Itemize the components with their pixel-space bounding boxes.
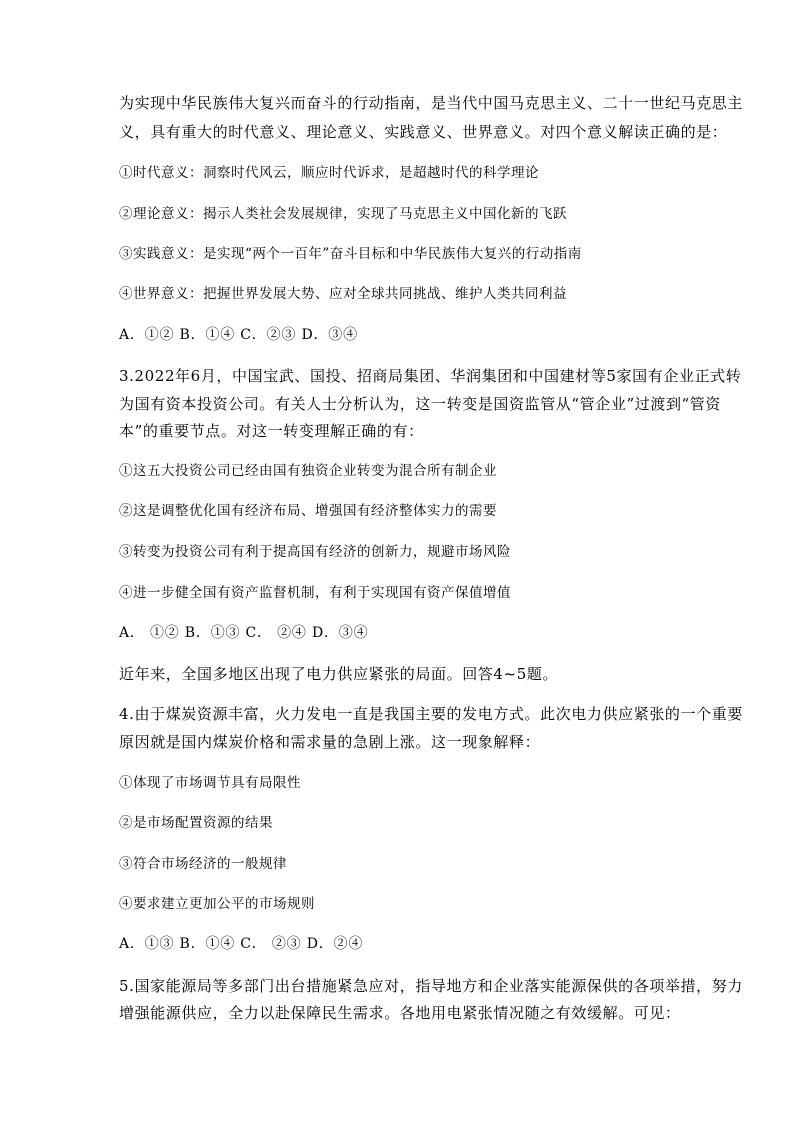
q4-option-4: ④要求建立更加公平的市场规则 [119, 896, 315, 912]
q3-option-1: ①这五大投资公司已经由国有独资企业转变为混合所有制企业 [119, 463, 497, 479]
q2-option-1: ①时代意义：洞察时代风云，顺应时代诉求，是超越时代的科学理论 [119, 165, 539, 181]
q4-stem-line-2: 原因就是国内煤炭价格和需求量的急剧上涨。这一现象解释： [119, 733, 541, 751]
q3-option-2: ②这是调整优化国有经济布局、增强国有经济整体实力的需要 [119, 503, 497, 519]
q2-option-3: ③实践意义：是实现“两个一百年”奋斗目标和中华民族伟大复兴的行动指南 [119, 246, 582, 262]
q5-stem-line-1: 5.国家能源局等多部门出台措施紧急应对，指导地方和企业落实能源保供的各项举措，努力 [119, 977, 743, 995]
q2-option-4: ④世界意义：把握世界发展大势、应对全球共同挑战、维护人类共同利益 [119, 286, 567, 302]
q3-stem-line-2: 为国有资本投资公司。有关人士分析认为，这一转变是国资监管从“管企业”过渡到“管资 [119, 395, 722, 413]
q3-choices: A． ①② B．①③ C． ②④ D．③④ [119, 625, 369, 641]
q3-option-4: ④进一步健全国有资产监督机制，有利于实现国有资产保值增值 [119, 585, 511, 601]
q2-stem-line-2: 义，具有重大的时代意义、理论意义、实践意义、世界意义。对四个意义解读正确的是： [119, 123, 728, 141]
q4-option-1: ①体现了市场调节具有局限性 [119, 775, 301, 791]
q4-5-intro: 近年来，全国多地区出现了电力供应紧张的局面。回答4~5题。 [119, 665, 559, 683]
q3-stem-line-3: 本”的重要节点。对这一转变理解正确的有： [119, 422, 424, 440]
q2-choices: A．①② B．①④ C．②③ D．③④ [119, 327, 358, 343]
q3-stem-line-1: 3.2022年6月，中国宝武、国投、招商局集团、华润集团和中国建材等5家国有企业正式转 [119, 367, 742, 385]
q4-stem-line-1: 4.由于煤炭资源丰富，火力发电一直是我国主要的发电方式。此次电力供应紧张的一个重要 [119, 705, 743, 723]
q5-stem-line-2: 增强能源供应，全力以赴保障民生需求。各地用电紧张情况随之有效缓解。可见： [119, 1004, 681, 1022]
q4-option-2: ②是市场配置资源的结果 [119, 815, 273, 831]
q2-stem-line-1: 为实现中华民族伟大复兴而奋斗的行动指南，是当代中国马克思主义、二十一世纪马克思主 [119, 94, 744, 112]
q2-option-2: ②理论意义：揭示人类社会发展规律，实现了马克思主义中国化新的飞跃 [119, 206, 567, 222]
q4-option-3: ③符合市场经济的一般规律 [119, 856, 287, 872]
q4-choices: A．①③ B．①④ C． ②③ D．②④ [119, 936, 364, 952]
q3-option-3: ③转变为投资公司有利于提高国有经济的创新力，规避市场风险 [119, 544, 511, 560]
